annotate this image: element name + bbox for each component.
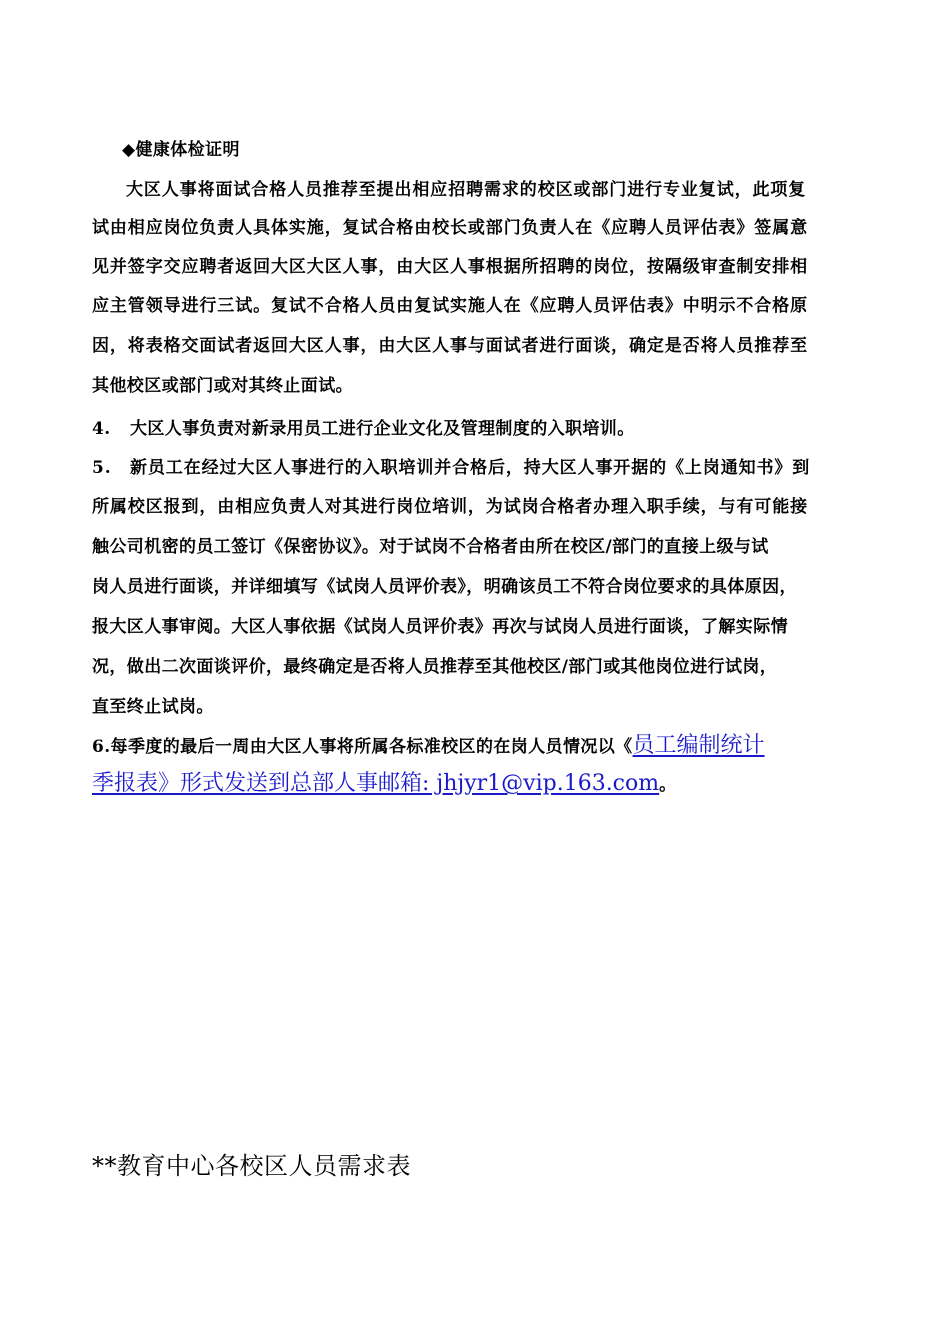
item-5-line: 岗人员进行面谈，并详细填写《试岗人员评价表》，明确该员工不符合岗位要求的具体原因， xyxy=(92,577,797,597)
item-5-text: 新员工在经过大区人事进行的入职培训并合格后，持大区人事开据的《上岗通知书》到 xyxy=(130,458,811,478)
item-6-line-1 xyxy=(92,732,765,761)
staffing-report-link[interactable]: 员工编制统计 xyxy=(632,733,765,758)
reexam-paragraph-line: 试由相应岗位负责人具体实施，复试合格由校长或部门负责人在《应聘人员评估表》签属意 xyxy=(92,218,808,238)
reexam-paragraph-line: 其他校区或部门或对其终止面试。 xyxy=(92,376,353,396)
reexam-paragraph-line: 见并签字交应聘者返回大区大区人事，由大区人事根据所招聘的岗位，按隔级审查制安排相 xyxy=(92,257,808,277)
item-6-line-2 xyxy=(92,770,676,799)
item-5-line: 况，做出二次面谈评价，最终确定是否将人员推荐至其他校区/部门或其他岗位进行试岗， xyxy=(92,657,778,677)
item-4 xyxy=(92,419,635,439)
item-4-text: 大区人事负责对新录用员工进行企业文化及管理制度的入职培训。 xyxy=(130,419,635,439)
item-5-line: 所属校区报到，由相应负责人对其进行岗位培训，为试岗合格者办理入职手续，与有可能接 xyxy=(92,497,808,517)
item-5-line: 触公司机密的员工签订《保密协议》。对于试岗不合格者由所在校区/部门的直接上级与试 xyxy=(92,537,769,557)
reexam-paragraph-line: 因，将表格交面试者返回大区人事，由大区人事与面试者进行面谈，确定是否将人员推荐至 xyxy=(92,336,808,356)
item-5-line: 报大区人事审阅。大区人事依据《试岗人员评价表》再次与试岗人员进行面谈，了解实际情 xyxy=(92,617,788,637)
reexam-paragraph-line: 大区人事将面试合格人员推荐至提出相应招聘需求的校区或部门进行专业复试，此项复 xyxy=(126,180,807,200)
health-check-bullet: ◆健康体检证明 xyxy=(122,140,240,160)
staff-demand-table-title: **教育中心各校区人员需求表 xyxy=(92,1152,411,1180)
item-6-prefix: 6.每季度的最后一周由大区人事将所属各标准校区的在岗人员情况以《 xyxy=(92,737,633,757)
reexam-paragraph-line: 应主管领导进行三试。复试不合格人员由复试实施人在《应聘人员评估表》中明示不合格原 xyxy=(92,296,808,316)
item-6-end: 。 xyxy=(659,775,677,795)
item-5-line: 直至终止试岗。 xyxy=(92,697,214,717)
item-5-number: 5. xyxy=(92,458,112,478)
email-link[interactable]: 季报表》形式发送到总部人事邮箱: jhjyr1@vip.163.com xyxy=(92,771,660,796)
item-5 xyxy=(92,458,810,478)
item-4-number: 4. xyxy=(92,419,111,439)
